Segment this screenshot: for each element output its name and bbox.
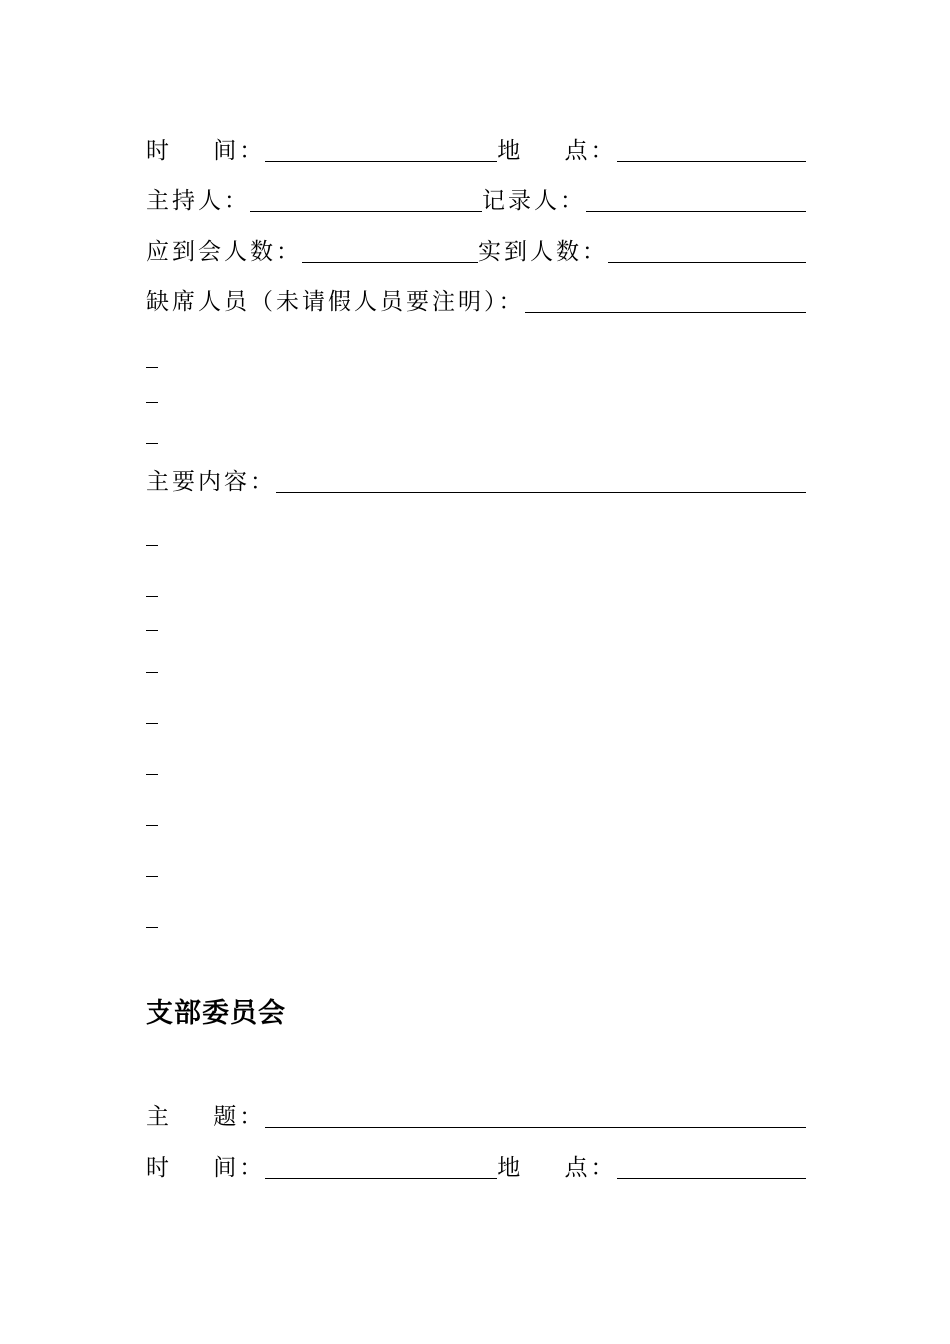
- blank-line-marker: [146, 927, 158, 928]
- blank-line-marker: [146, 402, 158, 403]
- blank-line-marker: [146, 367, 158, 368]
- host-recorder-row: [146, 186, 806, 216]
- actual-count-label: 实到人数：: [478, 239, 608, 265]
- blank-line-marker: [146, 672, 158, 673]
- time-field[interactable]: [265, 139, 497, 162]
- expected-count-field[interactable]: [302, 240, 478, 263]
- topic-row: [146, 1102, 806, 1132]
- blank-line-marker: [146, 545, 158, 546]
- blank-line-marker: [146, 630, 158, 631]
- place-field[interactable]: [617, 139, 807, 162]
- time-place-row: [146, 136, 806, 166]
- blank-line-marker: [146, 596, 158, 597]
- topic-field[interactable]: [265, 1105, 806, 1128]
- section-heading: 支部委员会: [146, 998, 286, 1029]
- place-label: 地 点：: [497, 1155, 617, 1181]
- blank-line-marker: [146, 723, 158, 724]
- expected-count-label: 应到会人数：: [146, 239, 302, 265]
- absent-row: [146, 287, 806, 317]
- time-field[interactable]: [265, 1156, 497, 1179]
- actual-count-field[interactable]: [608, 240, 806, 263]
- time-place-row-2: [146, 1153, 806, 1183]
- time-label: 时 间：: [146, 138, 266, 164]
- recorder-field[interactable]: [586, 189, 806, 212]
- host-label: 主持人：: [146, 188, 250, 214]
- blank-line-marker: [146, 443, 158, 444]
- blank-line-marker: [146, 876, 158, 877]
- recorder-label: 记录人：: [482, 188, 586, 214]
- place-label: 地 点：: [497, 138, 617, 164]
- attendance-row: [146, 237, 806, 267]
- absent-label: 缺席人员（未请假人员要注明）：: [146, 289, 525, 315]
- host-field[interactable]: [250, 189, 482, 212]
- content-field[interactable]: [276, 470, 806, 493]
- topic-label: 主 题：: [146, 1104, 266, 1130]
- time-label: 时 间：: [146, 1155, 266, 1181]
- content-row: [146, 467, 806, 497]
- blank-line-marker: [146, 825, 158, 826]
- blank-line-marker: [146, 774, 158, 775]
- content-label: 主要内容：: [146, 469, 276, 495]
- place-field[interactable]: [617, 1156, 807, 1179]
- absent-field[interactable]: [525, 290, 807, 313]
